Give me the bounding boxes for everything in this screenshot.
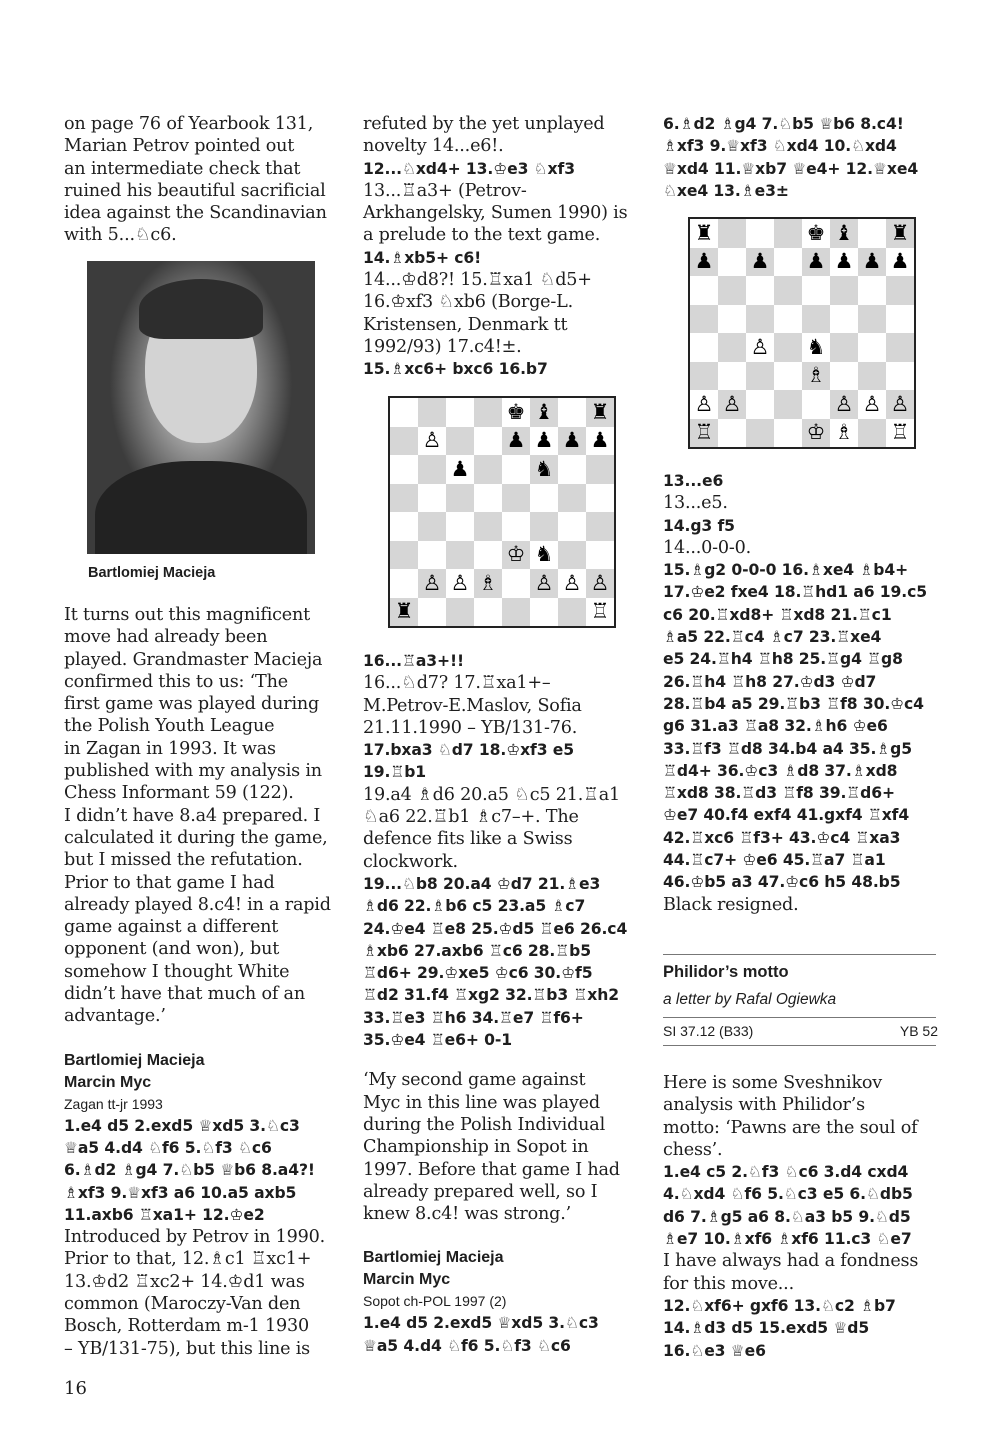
board-square: [746, 362, 774, 391]
board-square: [586, 541, 614, 570]
chess-piece-square: ♟: [858, 248, 886, 277]
chess-piece-square: ♙: [690, 390, 718, 419]
board-square: [774, 362, 802, 391]
game-note: Introduced by Petrov in 1990. Prior to that, 12.♗c1 ♖xc1+ 13.♔d2 ♖xc2+ 14.♔d1 was common (Maroczy-Van den Bosch, Rotterdam m-1 1930 – YB/131-75), but this line is: [64, 1227, 326, 1359]
board-square: [530, 484, 558, 513]
board-square: [718, 362, 746, 391]
board-square: [502, 569, 530, 598]
section-meta: [663, 1021, 938, 1042]
column-2-lower: [363, 650, 638, 1357]
note-text: 14...0-0-0.: [663, 537, 752, 558]
chess-piece-square: ♜: [390, 598, 418, 627]
quote-paragraph: It turns out this magnificent move had already been played. Grandmaster Macieja confirmed this to us: ‘The first game was played during the Polish Youth League in Zagan in 1993. It was published with my analysis in Chess Informant 59 (122). I didn’t have 8.a4 prepared. I calculated it during the game, but I missed the refutation. Prior to that game I had already played 8.c4! in a rapid game against a different opponent (and won), but somehow I thought White didn’t have that much of an advantage.’: [64, 605, 331, 1027]
board-square: [774, 390, 802, 419]
board-square: [774, 248, 802, 277]
board-square: [886, 362, 914, 391]
game2-event: Sopot ch-POL 1997 (2): [363, 1293, 507, 1310]
chess-piece-square: ♟: [802, 248, 830, 277]
game-event: Zagan tt-jr 1993: [64, 1095, 163, 1112]
chess-piece-square: ♙: [586, 569, 614, 598]
board-square: [446, 484, 474, 513]
chess-piece-square: ♟: [586, 427, 614, 456]
board-square: [390, 512, 418, 541]
chess-piece-square: ♟: [830, 248, 858, 277]
chess-piece-square: ♟: [690, 248, 718, 277]
board-square: [586, 455, 614, 484]
section-divider-mid: [663, 1017, 936, 1018]
column-2-upper: [363, 113, 638, 381]
board-square: [774, 305, 802, 334]
game2-white-player: Bartlomiej Macieja: [363, 1249, 504, 1267]
board-square: [474, 398, 502, 427]
game-black-player: Marcin Myc: [64, 1073, 152, 1091]
moves-text: 14.g3 f5: [663, 516, 735, 535]
chess-piece-square: ♞: [530, 455, 558, 484]
board-square: [502, 512, 530, 541]
photo-caption: Bartlomiej Macieja: [88, 565, 216, 581]
chess-piece-square: ♙: [886, 390, 914, 419]
chess-piece-square: ♙: [446, 569, 474, 598]
board-square: [558, 455, 586, 484]
section-title: Philidor’s motto: [663, 963, 789, 981]
opening-code: SI 37.12 (B33): [663, 1023, 754, 1039]
chess-piece-square: ♚: [802, 219, 830, 248]
board-square: [858, 362, 886, 391]
board-square: [858, 305, 886, 334]
board-square: [530, 598, 558, 627]
column-3-upper: [663, 113, 938, 202]
chess-piece-square: ♟: [886, 248, 914, 277]
chess-piece-square: ♞: [802, 333, 830, 362]
section-divider-bottom: [663, 1045, 936, 1046]
board-square: [586, 512, 614, 541]
board-square: [502, 455, 530, 484]
moves-text: 12...♘xd4+ 13.♔e3 ♘xf3: [363, 159, 575, 178]
board-square: [886, 276, 914, 305]
chess-piece-square: ♖: [586, 598, 614, 627]
board-square: [474, 427, 502, 456]
board-square: [718, 333, 746, 362]
moves-text: 19...♘b8 20.a4 ♔d7 21.♗e3 ♗d6 22.♗b6 c5 23.a5 ♗c7 24.♔e4 ♖e8 25.♔d5 ♖e6 26.c4 ♗xb6 27.axb6 ♖c6 28.♖b5 ♖d6+ 29.♔xe5 ♔c6 30.♔f5 ♖d2 31.f4 ♖xg2 32.♖b3 ♖xh2 33.♖e3 ♖h6 34.♖e7 ♖f6+ 35.♔e4 ♖e6+ 0-1: [363, 874, 628, 1050]
chess-piece-square: ♟: [502, 427, 530, 456]
board-square: [802, 305, 830, 334]
board-square: [446, 541, 474, 570]
section-divider-top: [663, 954, 936, 955]
chess-piece-square: ♔: [502, 541, 530, 570]
result-text: Black resigned.: [663, 894, 799, 915]
board-square: [830, 305, 858, 334]
board-square: [474, 512, 502, 541]
chess-piece-square: ♝: [830, 219, 858, 248]
board-square: [886, 333, 914, 362]
chess-piece-square: ♗: [474, 569, 502, 598]
board-square: [418, 455, 446, 484]
game-moves: 1.e4 d5 2.exd5 ♕xd5 3.♘c3 ♕a5 4.d4 ♘f6 5.♘f3 ♘c6 6.♗d2 ♗g4 7.♘b5 ♕b6 8.a4?! ♗xf3 9.♕xf3 a6 10.a5 axb5 11.axb6 ♖xa1+ 12.♔e2: [64, 1116, 315, 1224]
moves-text: 16...♖a3+!!: [363, 652, 465, 670]
board-square: [446, 398, 474, 427]
board-square: [390, 398, 418, 427]
note-text: 13...♖a3+ (Petrov- Arkhangelsky, Sumen 1990) is a prelude to the text game.: [363, 180, 628, 246]
column-3-bottom: [663, 1072, 938, 1362]
board-square: [558, 541, 586, 570]
column-1: [64, 113, 340, 247]
chess-piece-square: ♙: [418, 427, 446, 456]
board-square: [390, 455, 418, 484]
chess-piece-square: ♟: [746, 248, 774, 277]
board-square: [774, 419, 802, 448]
board-square: [502, 484, 530, 513]
board-square: [474, 598, 502, 627]
board-square: [746, 419, 774, 448]
board-square: [858, 219, 886, 248]
note-text: 13...e5.: [663, 493, 728, 514]
board-square: [586, 484, 614, 513]
board-square: [690, 276, 718, 305]
chess-piece-square: ♙: [830, 390, 858, 419]
board-square: [474, 484, 502, 513]
board-square: [830, 333, 858, 362]
chess-piece-square: ♗: [830, 419, 858, 448]
chess-piece-square: ♜: [690, 219, 718, 248]
note-text: 19.a4 ♗d6 20.a5 ♘c5 21.♖a1 ♘a6 22.♖b1 ♗c7–+. The defence fits like a Swiss clockwork.: [363, 784, 620, 872]
note-text: I have always had a fondness for this move...: [663, 1251, 919, 1294]
chess-piece-square: ♟: [446, 455, 474, 484]
board-square: [446, 512, 474, 541]
board-square: [502, 598, 530, 627]
board-square: [802, 276, 830, 305]
chess-piece-square: ♖: [690, 419, 718, 448]
chess-piece-square: ♙: [558, 569, 586, 598]
chess-piece-square: ♟: [558, 427, 586, 456]
board-square: [802, 390, 830, 419]
board-square: [830, 362, 858, 391]
moves-text: 13...e6: [663, 472, 724, 490]
board-square: [446, 427, 474, 456]
board-square: [774, 333, 802, 362]
note-text: refuted by the yet unplayed novelty 14...e6!.: [363, 114, 605, 157]
note-text: 14...♔d8?! 15.♖xa1 ♘d5+ 16.♔xf3 ♘xb6 (Borge-L. Kristensen, Denmark tt 1992/93) 17.c4!±.: [363, 270, 592, 357]
board-square: [690, 305, 718, 334]
game-white-player: Bartlomiej Macieja: [64, 1051, 205, 1069]
board-square: [858, 419, 886, 448]
board-square: [418, 541, 446, 570]
board-square: [390, 541, 418, 570]
board-square: [774, 276, 802, 305]
intro-paragraph: on page 76 of Yearbook 131, Marian Petrov pointed out an intermediate check that ruined his beautiful sacrificial idea against the Scandinavian with 5...♘c6.: [64, 114, 327, 246]
chess-piece-square: ♗: [802, 362, 830, 391]
chess-piece-square: ♜: [886, 219, 914, 248]
moves-text: 1.e4 c5 2.♘f3 ♘c6 3.d4 cxd4 4.♘xd4 ♘f6 5.♘c3 e5 6.♘db5 d6 7.♗g5 a6 8.♘a3 b5 9.♘d5 ♗e7 10.♗xf6 ♗xf6 11.c3 ♘e7: [663, 1163, 913, 1249]
note-text: 16...♘d7? 17.♖xa1+– M.Petrov-E.Maslov, Sofia 21.11.1990 – YB/131-76.: [363, 673, 582, 738]
board-square: [718, 248, 746, 277]
board-square: [718, 219, 746, 248]
board-square: [746, 276, 774, 305]
chess-piece-square: ♜: [586, 398, 614, 427]
board-square: [446, 598, 474, 627]
chess-piece-square: ♞: [530, 541, 558, 570]
board-square: [418, 512, 446, 541]
board-square: [746, 305, 774, 334]
board-square: [558, 484, 586, 513]
board-square: [474, 455, 502, 484]
player-photo: [87, 261, 315, 554]
board-square: [418, 598, 446, 627]
game2-black-player: Marcin Myc: [363, 1271, 451, 1289]
board-square: [418, 484, 446, 513]
board-square: [858, 333, 886, 362]
chess-piece-square: ♚: [502, 398, 530, 427]
page-number: 16: [64, 1378, 87, 1399]
board-square: [830, 276, 858, 305]
chess-piece-square: ♙: [858, 390, 886, 419]
board-square: [390, 484, 418, 513]
chess-piece-square: ♝: [530, 398, 558, 427]
section-header: [663, 961, 938, 1010]
chess-diagram-2: [688, 217, 916, 449]
board-square: [558, 598, 586, 627]
yearbook-ref: YB 52: [899, 1023, 938, 1039]
board-square: [718, 419, 746, 448]
chess-piece-square: ♙: [718, 390, 746, 419]
board-square: [718, 305, 746, 334]
board-square: [690, 362, 718, 391]
board-square: [858, 276, 886, 305]
moves-text: 15.♗g2 0-0-0 16.♗xe4 ♗b4+ 17.♔e2 fxe4 18.♖hd1 a6 19.c5 c6 20.♖xd8+ ♖xd8 21.♖c1 ♗a5 22.♖c4 ♗c7 23.♖xe4 e5 24.♖h4 ♖h8 25.♖g4 ♖g8 26.♖h4 ♖h8 27.♔d3 ♔d7 28.♖b4 a5 29.♖b3 ♖f8 30.♔c4 g6 31.a3 ♖a8 32.♗h6 ♔e6 33.♖f3 ♖d8 34.b4 a4 35.♗g5 ♖d4+ 36.♔c3 ♗d8 37.♗xd8 ♖xd8 38.♖d3 ♖f8 39.♖d6+ ♔e7 40.f4 exf4 41.gxf4 ♖xf4 42.♖xc6 ♖f3+ 43.♔c4 ♖xa3 44.♖c7+ ♔e6 45.♖a7 ♖a1 46.♔b5 a3 47.♔c6 h5 48.b5: [663, 561, 928, 892]
column-3-lower: [663, 470, 938, 916]
board-square: [746, 219, 774, 248]
moves-text: 12.♘xf6+ gxf6 13.♘c2 ♗b7 14.♗d3 d5 15.exd5 ♕d5 16.♘e3 ♕e6: [663, 1296, 896, 1360]
board-square: [390, 569, 418, 598]
chess-piece-square: ♙: [418, 569, 446, 598]
board-square: [690, 333, 718, 362]
moves-text: 1.e4 d5 2.exd5 ♕xd5 3.♘c3 ♕a5 4.d4 ♘f6 5.♘f3 ♘c6: [363, 1314, 599, 1355]
intro-paragraph: Here is some Sveshnikov analysis with Philidor’s motto: ‘Pawns are the soul of chess’.: [663, 1073, 918, 1160]
chess-piece-square: ♖: [886, 419, 914, 448]
board-square: [718, 276, 746, 305]
moves-text: 14.♗xb5+ c6!: [363, 248, 482, 267]
quote-paragraph: ‘My second game against Myc in this line was played during the Polish Individual Championship in Sopot in 1997. Before that game I had already prepared well, so I knew 8.c4! was strong.’: [363, 1070, 620, 1225]
board-square: [390, 427, 418, 456]
moves-text: 17.bxa3 ♘d7 18.♔xf3 e5 19.♖b1: [363, 741, 575, 782]
board-square: [558, 398, 586, 427]
chess-piece-square: ♔: [802, 419, 830, 448]
chess-piece-square: ♟: [530, 427, 558, 456]
moves-text: 15.♗xc6+ bxc6 16.b7: [363, 360, 548, 379]
board-square: [774, 219, 802, 248]
board-square: [746, 390, 774, 419]
board-square: [558, 512, 586, 541]
chess-piece-square: ♙: [530, 569, 558, 598]
board-square: [530, 512, 558, 541]
moves-text: 6.♗d2 ♗g4 7.♘b5 ♕b6 8.c4! ♗xf3 9.♕xf3 ♘xd4 10.♘xd4 ♕xd4 11.♕xb7 ♕e4+ 12.♕xe4 ♘xe4 13.♗e3±: [663, 115, 919, 200]
chess-piece-square: ♙: [746, 333, 774, 362]
board-square: [886, 305, 914, 334]
column-1-lower: [64, 604, 340, 1360]
chess-diagram-1: [388, 396, 616, 628]
board-square: [474, 541, 502, 570]
board-square: [418, 398, 446, 427]
section-subtitle: a letter by Rafal Ogiewka: [663, 991, 837, 1008]
